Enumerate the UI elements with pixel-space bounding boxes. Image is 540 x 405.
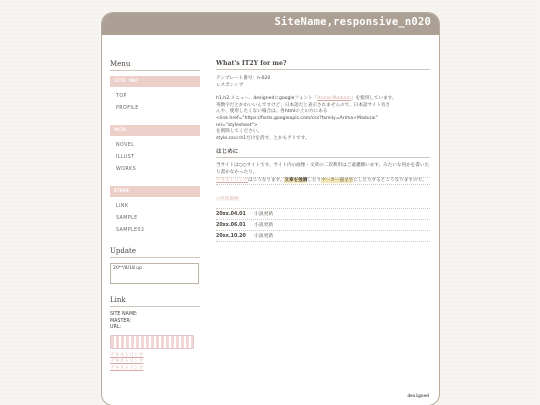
other-list <box>116 201 200 237</box>
sidebar <box>110 60 200 372</box>
history-text: 小説更新 <box>254 212 274 218</box>
other-label: OTHER <box>110 186 200 197</box>
menu-heading: Menu <box>110 60 200 71</box>
font-note-2: んや、使用したくない場合は、各htmlの上の方にある <box>216 109 328 115</box>
font-note-1: 英数字だとかわいいんですけど、日本語だと表示されませんので、日本語サイト名さ <box>216 102 391 108</box>
bold-text: 文章を強調 <box>284 177 308 183</box>
sample-text-link[interactable]: テキストリンク <box>216 177 248 183</box>
designed-credit[interactable]: designed <box>407 394 429 399</box>
text-link-list <box>110 353 200 373</box>
link-heading: Link <box>110 296 200 307</box>
history-text: 小説更新 <box>254 234 274 240</box>
history-text: 小説更新 <box>254 223 274 229</box>
marker-text: マーカー風文字 <box>321 177 354 183</box>
update-heading: Update <box>110 247 200 258</box>
font-link-code: <link href="https://fonts.googleapis.com/css?family=Arima+Madurai" <box>216 115 378 121</box>
page-frame <box>101 12 440 405</box>
text-link[interactable]: テキストリンク <box>110 352 144 358</box>
main-label: MAIN <box>110 125 200 136</box>
history-row <box>216 209 430 220</box>
header <box>102 13 439 35</box>
history-list <box>216 208 430 242</box>
history-heading: ◇更新履歴 <box>216 197 239 203</box>
menu-item-works[interactable]: WORKS <box>116 167 137 172</box>
font-delete-note: を削除してください。 <box>216 129 262 135</box>
intro-text: 当サイトは○○サイトです。サイト内の画像・文章の二次利用はご遠慮願います。みたいな何かを書いたり書かなかったり。 <box>216 163 430 177</box>
menu-item-link[interactable]: LINK <box>116 204 129 209</box>
menu-item-sample02[interactable]: SAMPLE02 <box>116 228 145 233</box>
menu-item-top[interactable]: TOP <box>116 94 127 99</box>
font-style-note: style.cssのh1だけを消す、とかもアリです。 <box>216 135 310 141</box>
master-label: MASTER: <box>110 318 132 324</box>
history-row <box>216 220 430 231</box>
site-title[interactable]: SiteName,responsive_n020 <box>274 16 431 28</box>
link-banner[interactable] <box>110 335 194 349</box>
history-row <box>216 231 430 242</box>
link-info <box>110 312 200 332</box>
main-content <box>216 60 430 242</box>
site-name-label: SITE NAME: <box>110 312 138 317</box>
update-textarea[interactable]: 20**/8/18 up <box>110 263 199 284</box>
intro-heading: はじめに <box>216 147 430 158</box>
font-name-link[interactable]: Arima Madurai <box>317 96 351 102</box>
url-label: URL: <box>110 325 122 330</box>
template-number: テンプレート番号：n-020 <box>216 76 271 81</box>
main-list <box>116 140 200 176</box>
history-date: 20xx.04.01 <box>216 212 246 218</box>
site-map-list <box>116 91 200 115</box>
menu-item-novel[interactable]: NOVEL <box>116 143 135 148</box>
text-link[interactable]: テキストリンク <box>110 359 144 364</box>
menu-item-profile[interactable]: PROFILE <box>116 106 139 111</box>
main-heading: What's IT2Y for me? <box>216 60 430 70</box>
responsive-label: レスポンシブ <box>216 82 244 88</box>
menu-item-illust[interactable]: ILLUST <box>116 155 135 160</box>
history-date: 20xx.10.20 <box>216 234 246 240</box>
site-map-label: SITE MAP <box>110 76 200 87</box>
intro-sample: テキストリンクはこうなります。文章を強調したりマーカー風文字にしたりするとこうなりますので。 <box>216 178 430 186</box>
text-link[interactable]: テキストリンク <box>110 365 144 371</box>
menu-item-sample[interactable]: SAMPLE <box>116 216 138 221</box>
history-date: 20xx.06.01 <box>216 223 246 229</box>
font-rel-code: rel="stylesheet"> <box>216 122 258 128</box>
font-info: h1,h2,メニュー、designedにgoogleフォント「Arima Madurai」を使用しています。 <box>216 96 397 102</box>
